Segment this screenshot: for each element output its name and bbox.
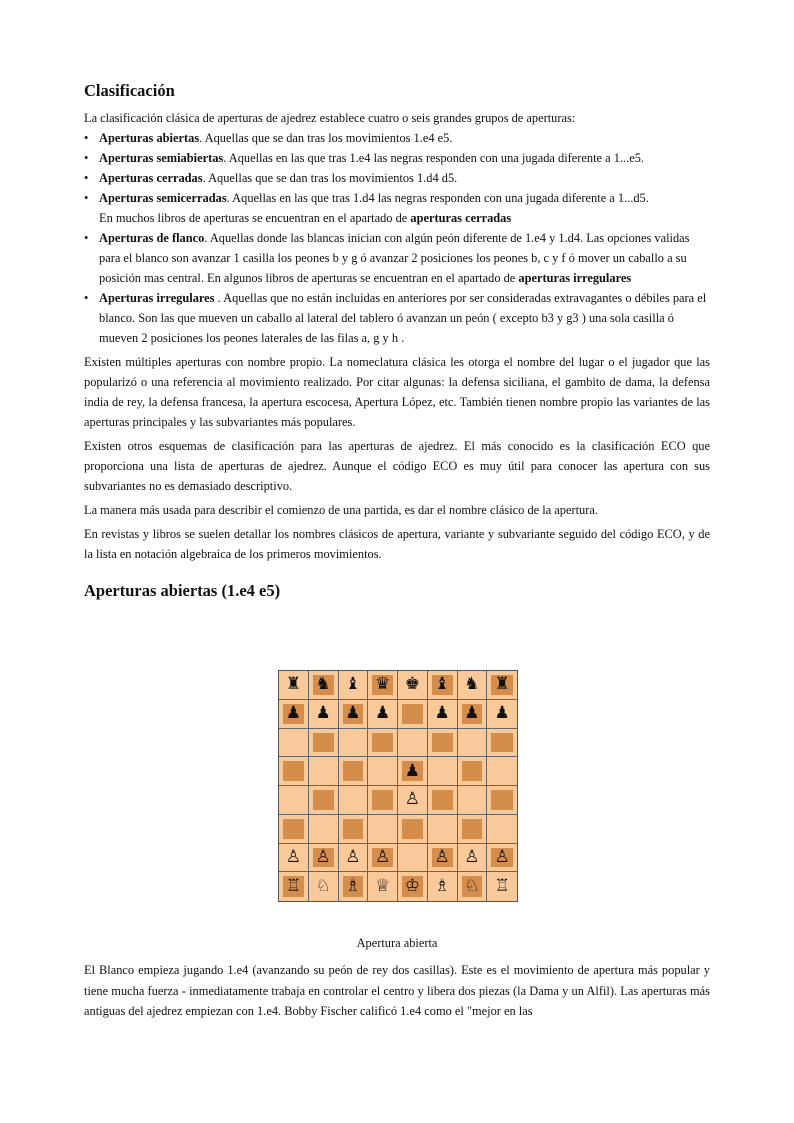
board-square-e7 (398, 700, 428, 729)
dark-square-fill (462, 819, 483, 839)
chess-piece-icon: ♛ (375, 674, 391, 695)
list-item (84, 188, 710, 228)
board-square-c7 (339, 700, 369, 729)
chess-piece-icon: ♚ (404, 674, 420, 695)
board-square-f1 (428, 872, 458, 901)
board-square-b1 (309, 872, 339, 901)
term-description: . Aquellas que se dan tras los movimientos 1.e4 e5. (199, 131, 453, 145)
chess-piece-icon: ♙ (464, 846, 480, 867)
board-square-h6 (487, 729, 517, 758)
section-title-aperturas-abiertas: Aperturas abiertas (1.e4 e5) (84, 581, 281, 600)
board-square-h7 (487, 700, 517, 729)
figure-caption: Apertura abierta (356, 936, 438, 950)
board-square-h4 (487, 786, 517, 815)
chess-piece-icon: ♘ (464, 876, 480, 897)
term-bold: Aperturas irregulares (99, 291, 215, 305)
board-square-a1 (279, 872, 309, 901)
board-square-d8 (368, 671, 398, 700)
board-square-e4 (398, 786, 428, 815)
chess-piece-icon: ♙ (404, 789, 420, 810)
board-square-f4 (428, 786, 458, 815)
board-square-b6 (309, 729, 339, 758)
board-square-c6 (339, 729, 369, 758)
chess-piece-icon: ♙ (315, 846, 331, 867)
term-bold: Aperturas cerradas (99, 171, 203, 185)
chess-piece-icon: ♜ (285, 674, 301, 695)
dark-square-fill (432, 733, 453, 753)
chess-piece-icon: ♙ (434, 846, 450, 867)
board-square-g6 (458, 729, 488, 758)
document-page (84, 78, 710, 608)
board-square-d2 (368, 844, 398, 873)
board-square-d1 (368, 872, 398, 901)
term-description: . Aquellas que se dan tras los movimientos 1.d4 d5. (202, 171, 458, 185)
dark-square-fill (402, 704, 423, 724)
chess-piece-icon: ♙ (375, 846, 391, 867)
board-square-f3 (428, 815, 458, 844)
board-square-f5 (428, 757, 458, 786)
board-square-e3 (398, 815, 428, 844)
board-square-b8 (309, 671, 339, 700)
board-square-g3 (458, 815, 488, 844)
board-square-h5 (487, 757, 517, 786)
board-square-g8 (458, 671, 488, 700)
board-square-c5 (339, 757, 369, 786)
body-paragraph: En revistas y libros se suelen detallar los nombres clásicos de apertura, variante y subvariante seguido del código ECO, y de la lista en notación algebraica de los primeros movimientos. (84, 527, 710, 561)
dark-square-fill (343, 761, 364, 781)
continuation-bold: aperturas cerradas (410, 211, 512, 225)
board-square-g1 (458, 872, 488, 901)
board-square-e1 (398, 872, 428, 901)
term-description: . Aquellas donde las blancas inician con algún peón diferente de 1.e4 y 1.d4. Las opciones validas para el blanco son avanzar 1 casilla los peones b y g ó avanzar 2 posiciones los peones b, c y f ó mover un caballo a su posición mas central. En algunos libros de aperturas se encuentran en el apartado de (99, 231, 690, 285)
chess-board-figure (278, 670, 518, 902)
board-square-a2 (279, 844, 309, 873)
board-square-a8 (279, 671, 309, 700)
dark-square-fill (283, 761, 304, 781)
dark-square-fill (372, 733, 393, 753)
dark-square-fill (491, 733, 513, 753)
board-square-c1 (339, 872, 369, 901)
chess-piece-icon: ♟ (375, 703, 391, 724)
chess-piece-icon: ♘ (315, 876, 331, 897)
chess-piece-icon: ♝ (345, 674, 361, 695)
chess-piece-icon: ♜ (494, 674, 510, 695)
dark-square-fill (402, 819, 423, 839)
intro-paragraph: La clasificación clásica de aperturas de ajedrez establece cuatro o seis grandes grupos de aperturas: (84, 111, 576, 125)
board-square-a6 (279, 729, 309, 758)
board-square-e2 (398, 844, 428, 873)
board-square-g7 (458, 700, 488, 729)
list-item (84, 228, 710, 288)
board-square-h1 (487, 872, 517, 901)
body-paragraph: La manera más usada para describir el comienzo de una partida, es dar el nombre clásico de la apertura. (84, 503, 598, 517)
section-title-clasificacion: Clasificación (84, 81, 175, 100)
board-square-c3 (339, 815, 369, 844)
chess-piece-icon: ♙ (494, 846, 510, 867)
board-square-b5 (309, 757, 339, 786)
board-square-b4 (309, 786, 339, 815)
term-bold: Aperturas semicerradas (99, 191, 227, 205)
board-square-a4 (279, 786, 309, 815)
board-square-h3 (487, 815, 517, 844)
list-item (84, 168, 710, 188)
chess-board (278, 670, 518, 902)
board-square-f7 (428, 700, 458, 729)
continuation-text: En muchos libros de aperturas se encuentran en el apartado de (99, 211, 411, 225)
list-item (84, 288, 710, 348)
chess-piece-icon: ♗ (345, 876, 361, 897)
term-description: . Aquellas en las que tras 1.e4 las negras responden con una jugada diferente a 1...e5. (223, 151, 645, 165)
chess-piece-icon: ♟ (404, 760, 420, 781)
term-bold: Aperturas semiabiertas (99, 151, 224, 165)
chess-piece-icon: ♟ (345, 703, 361, 724)
board-square-c8 (339, 671, 369, 700)
term-bold: Aperturas abiertas (99, 131, 200, 145)
list-item (84, 148, 710, 168)
chess-piece-icon: ♟ (285, 703, 301, 724)
body-paragraph: El Blanco empieza jugando 1.e4 (avanzando su peón de rey dos casillas). Este es el movimiento de apertura más popular y tiene mucha fuerza - inmediatamente trabaja en controlar el centro y libera dos piezas (la Dama y un Alfil). Las aperturas más antiguas del ajedrez empiezan con 1.e4. Bobby Fischer calificó 1.e4 como el "mejor en las (84, 963, 710, 1018)
board-square-a7 (279, 700, 309, 729)
board-square-d5 (368, 757, 398, 786)
dark-square-fill (491, 790, 513, 810)
dark-square-fill (313, 790, 334, 810)
chess-piece-icon: ♖ (494, 876, 510, 897)
chess-piece-icon: ♗ (434, 876, 450, 897)
term-description: . Aquellas en las que tras 1.d4 las negras responden con una jugada diferente a 1...d5. (226, 191, 649, 205)
term-bold: Aperturas de flanco (99, 231, 205, 245)
chess-piece-icon: ♝ (434, 674, 450, 695)
body-paragraph: Existen otros esquemas de clasificación para las aperturas de ajedrez. El más conocido es la clasificación ECO que proporciona una lista de aperturas de ajedrez. Aunque el código ECO es muy útil para conocer las apertura con sus subvariantes no es demasiado descriptivo. (84, 439, 710, 493)
board-square-d7 (368, 700, 398, 729)
board-square-a3 (279, 815, 309, 844)
board-square-d3 (368, 815, 398, 844)
dark-square-fill (432, 790, 453, 810)
chess-piece-icon: ♟ (494, 703, 510, 724)
dark-square-fill (343, 819, 364, 839)
chess-piece-icon: ♖ (285, 876, 301, 897)
tail-bold: aperturas irregulares (518, 271, 632, 285)
board-square-h2 (487, 844, 517, 873)
chess-piece-icon: ♔ (404, 876, 420, 897)
board-square-g5 (458, 757, 488, 786)
board-square-f2 (428, 844, 458, 873)
chess-piece-icon: ♟ (434, 703, 450, 724)
board-square-e5 (398, 757, 428, 786)
board-square-h8 (487, 671, 517, 700)
chess-piece-icon: ♙ (345, 846, 361, 867)
dark-square-fill (283, 819, 304, 839)
term-continuation (99, 208, 710, 228)
dark-square-fill (462, 761, 483, 781)
board-square-b7 (309, 700, 339, 729)
chess-piece-icon: ♟ (315, 703, 331, 724)
chess-piece-icon: ♙ (285, 846, 301, 867)
board-square-d6 (368, 729, 398, 758)
board-square-f6 (428, 729, 458, 758)
board-square-e6 (398, 729, 428, 758)
dark-square-fill (372, 790, 393, 810)
list-item (84, 128, 710, 148)
chess-piece-icon: ♞ (315, 674, 331, 695)
dark-square-fill (313, 733, 334, 753)
board-square-b2 (309, 844, 339, 873)
chess-piece-icon: ♟ (464, 703, 480, 724)
term-description: . Aquellas que no están incluidas en anteriores por ser consideradas extravagantes o débiles para el blanco. Son las que mueven un caballo al lateral del tablero ó avanzan un peón ( excepto b3 y g3 ) una sola casilla ó mueven 2 posiciones los peones laterales de las filas a, g y h . (99, 291, 707, 345)
opening-groups-list (84, 128, 710, 348)
board-square-a5 (279, 757, 309, 786)
board-square-d4 (368, 786, 398, 815)
chess-piece-icon: ♞ (464, 674, 480, 695)
board-square-f8 (428, 671, 458, 700)
board-square-c4 (339, 786, 369, 815)
body-paragraph: Existen múltiples aperturas con nombre propio. La nomeclatura clásica les otorga el nombre del lugar o el jugador que las popularizó o una referencia al movimiento realizado. Por citar algunas: la defensa siciliana, el gambito de dama, la defensa india de rey, la defensa francesa, la apertura escocesa, Apertura López, etc. También tienen nombre propio las variantes de las aperturas principales y las subvariantes más populares. (84, 355, 710, 429)
board-square-g4 (458, 786, 488, 815)
board-square-c2 (339, 844, 369, 873)
chess-piece-icon: ♕ (375, 876, 391, 897)
board-square-e8 (398, 671, 428, 700)
board-square-b3 (309, 815, 339, 844)
board-square-g2 (458, 844, 488, 873)
